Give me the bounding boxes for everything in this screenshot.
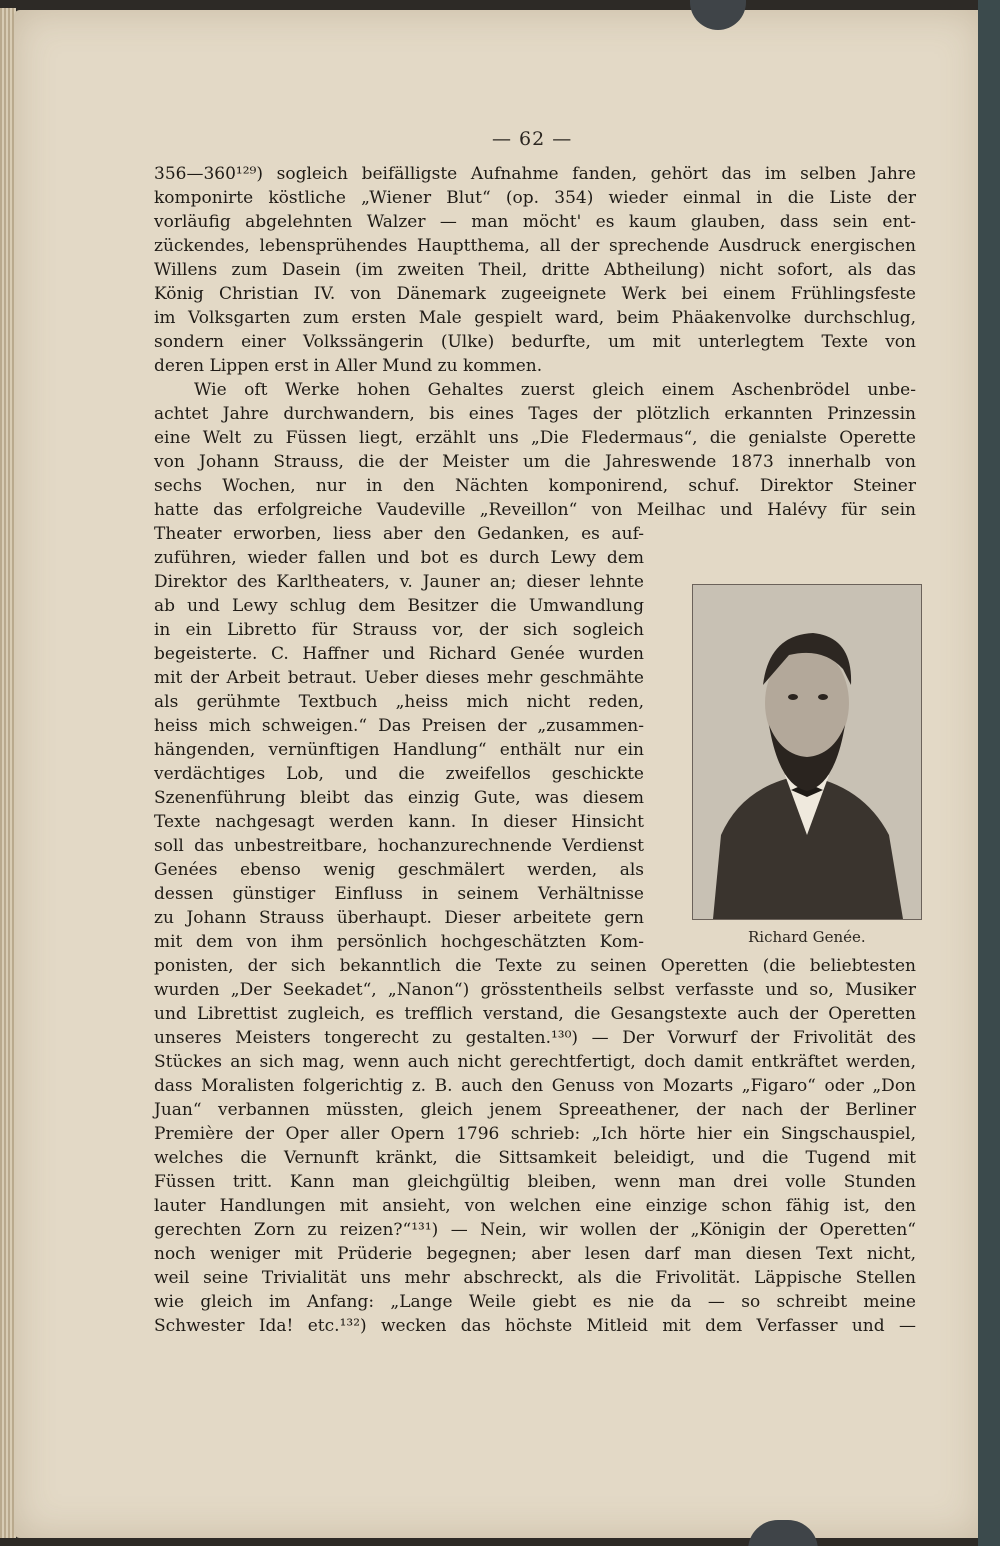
text-line: Stückes an sich mag, wenn auch nicht gerechtfertigt, doch damit entkräftet werden, <box>154 1052 916 1072</box>
text-line: sondern einer Volkssängerin (Ulke) bedurfte, um mit unterlegtem Texte von <box>154 332 916 352</box>
text-line: wie gleich im Anfang: „Lange Weile giebt es nie da — so schreibt meine <box>154 1292 916 1312</box>
portrait-image <box>693 585 921 919</box>
text-line: eine Welt zu Füssen liegt, erzählt uns „Die Fledermaus“, die genialste Operette <box>154 428 916 448</box>
book-binding <box>978 0 1000 1546</box>
text-line: in ein Libretto für Strauss vor, der sich sogleich <box>154 620 644 640</box>
figure-caption: Richard Genée. <box>748 928 866 946</box>
text-line: ab und Lewy schlug dem Besitzer die Umwandlung <box>154 596 644 616</box>
text-line: komponirte köstliche „Wiener Blut“ (op. 354) wieder einmal in die Liste der <box>154 188 916 208</box>
text-line: achtet Jahre durchwandern, bis eines Tages der plötzlich erkannten Prinzessin <box>154 404 916 424</box>
text-line: heiss mich schweigen.“ Das Preisen der „zusammen- <box>154 716 644 736</box>
text-line: mit der Arbeit betraut. Ueber dieses mehr geschmähte <box>154 668 644 688</box>
text-line: lauter Handlungen mit ansieht, von welchen eine einzige schon fähig ist, den <box>154 1196 916 1216</box>
book-page <box>14 10 982 1538</box>
text-line: Schwester Ida! etc.¹³²) wecken das höchste Mitleid mit dem Verfasser und — <box>154 1316 916 1336</box>
text-line: Première der Oper aller Opern 1796 schrieb: „Ich hörte hier ein Singschauspiel, <box>154 1124 916 1144</box>
text-line: wurden „Der Seekadet“, „Nanon“) grösstentheils selbst verfasste und so, Musiker <box>154 980 916 1000</box>
text-line: von Johann Strauss, die der Meister um die Jahreswende 1873 innerhalb von <box>154 452 916 472</box>
text-line: verdächtiges Lob, und die zweifellos geschickte <box>154 764 644 784</box>
text-line: hängenden, vernünftigen Handlung“ enthält nur ein <box>154 740 644 760</box>
text-line: deren Lippen erst in Aller Mund zu kommen. <box>154 356 543 376</box>
text-line: Theater erworben, liess aber den Gedanken, es auf- <box>154 524 644 544</box>
text-line: vorläufig abgelehnten Walzer — man möcht' es kaum glauben, dass sein ent- <box>154 212 916 232</box>
text-line: Juan“ verbannen müssten, gleich jenem Spreeathener, der nach der Berliner <box>154 1100 916 1120</box>
text-line: Genées ebenso wenig geschmälert werden, als <box>154 860 644 880</box>
text-line: und Librettist zugleich, es trefflich verstand, die Gesangstexte auch der Operetten <box>154 1004 916 1024</box>
text-line: begeisterte. C. Haffner und Richard Genée wurden <box>154 644 644 664</box>
text-line: zückendes, lebensprühendes Hauptthema, all der sprechende Ausdruck energischen <box>154 236 916 256</box>
text-line: dessen günstiger Einfluss in seinem Verhältnisse <box>154 884 644 904</box>
text-line: mit dem von ihm persönlich hochgeschätzten Kom- <box>154 932 644 952</box>
text-line: Szenenführung bleibt das einzig Gute, was diesem <box>154 788 644 808</box>
text-line: im Volksgarten zum ersten Male gespielt ward, beim Phäakenvolke durchschlug, <box>154 308 916 328</box>
text-line <box>154 1338 916 1362</box>
text-line: soll das unbestreitbare, hochanzurechnende Verdienst <box>154 836 644 856</box>
text-line: sechs Wochen, nur in den Nächten komponirend, schuf. Direktor Steiner <box>154 476 916 496</box>
text-line: zu Johann Strauss überhaupt. Dieser arbeitete gern <box>154 908 644 928</box>
text-line: Wie oft Werke hohen Gehaltes zuerst gleich einem Aschenbrödel unbe- <box>194 380 916 400</box>
text-line: Füssen tritt. Kann man gleichgültig bleiben, wenn man drei volle Stunden <box>154 1172 916 1192</box>
text-line: noch weniger mit Prüderie begegnen; aber lesen darf man diesen Text nicht, <box>154 1244 916 1264</box>
text-line: als gerühmte Textbuch „heiss mich nicht reden, <box>154 692 644 712</box>
text-line: unseres Meisters tongerecht zu gestalten.¹³⁰) — Der Vorwurf der Frivolität des <box>154 1028 916 1048</box>
page-number: — 62 — <box>492 128 573 150</box>
text-line: 356—360¹²⁹) sogleich beifälligste Aufnahme fanden, gehört das im selben Jahre <box>154 164 916 184</box>
text-line: Willens zum Dasein (im zweiten Theil, dritte Abtheilung) nicht sofort, als das <box>154 260 916 280</box>
text-line: Texte nachgesagt werden kann. In dieser Hinsicht <box>154 812 644 832</box>
text-line: welches die Vernunft kränkt, die Sittsamkeit beleidigt, und die Tugend mit <box>154 1148 916 1168</box>
text-line: ponisten, der sich bekanntlich die Texte zu seinen Operetten (die beliebtesten <box>154 956 916 976</box>
text-line: weil seine Trivialität uns mehr abschreckt, als die Frivolität. Läppische Stellen <box>154 1268 916 1288</box>
portrait-photo <box>692 584 922 920</box>
text-line: dass Moralisten folgerichtig z. B. auch den Genuss von Mozarts „Figaro“ oder „Don <box>154 1076 916 1096</box>
text-line: zuführen, wieder fallen und bot es durch Lewy dem <box>154 548 644 568</box>
text-line: König Christian IV. von Dänemark zugeeignete Werk bei einem Frühlingsfeste <box>154 284 916 304</box>
text-line: hatte das erfolgreiche Vaudeville „Reveillon“ von Meilhac und Halévy für sein <box>154 500 916 520</box>
text-line: Direktor des Karltheaters, v. Jauner an; dieser lehnte <box>154 572 644 592</box>
text-line: gerechten Zorn zu reizen?“¹³¹) — Nein, wir wollen der „Königin der Operetten“ <box>154 1220 916 1240</box>
